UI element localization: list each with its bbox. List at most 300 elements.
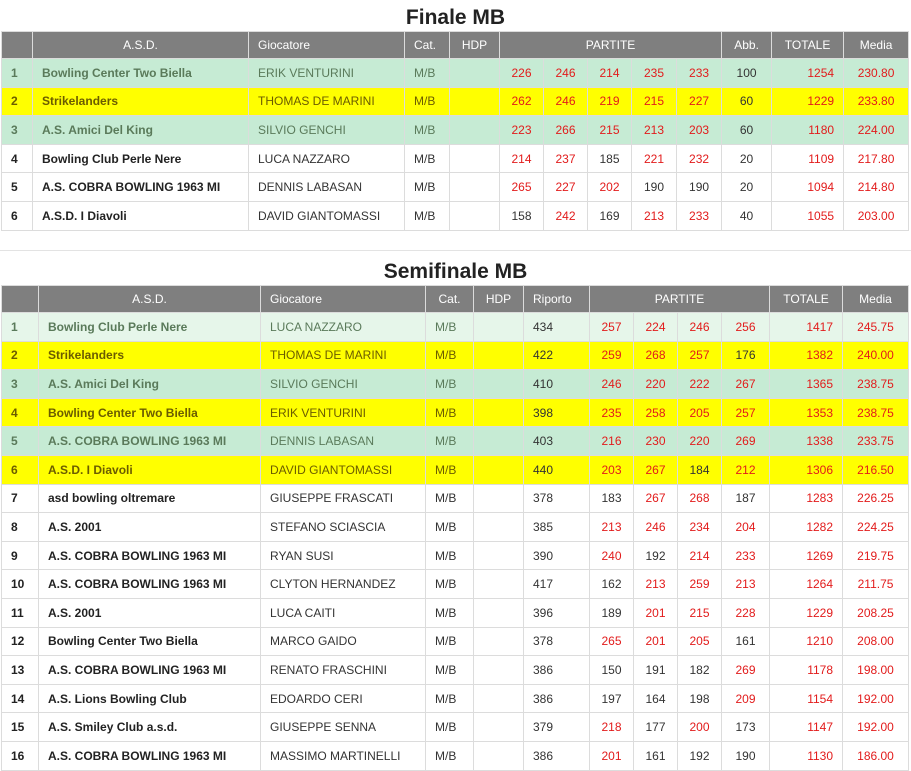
- hdp-cell: [474, 513, 524, 542]
- riporto-cell: 378: [524, 627, 590, 656]
- game-score-cell: 202: [588, 173, 632, 202]
- table-row: [2, 541, 909, 570]
- table-row: [2, 313, 909, 342]
- game-score-cell: 203: [590, 455, 634, 484]
- game-score-cell: 220: [634, 370, 678, 399]
- header-asd: A.S.D.: [33, 32, 249, 59]
- team-cell: Strikelanders: [39, 341, 261, 370]
- game-score-cell: 205: [678, 398, 722, 427]
- table-row: [2, 173, 909, 202]
- game-score-cell: 213: [634, 570, 678, 599]
- game-score-cell: 234: [678, 513, 722, 542]
- game-score-cell: 204: [722, 513, 770, 542]
- game-score-cell: 200: [678, 713, 722, 742]
- total-cell: 1254: [772, 59, 844, 88]
- game-score-cell: 246: [678, 313, 722, 342]
- player-cell: DAVID GIANTOMASSI: [261, 455, 426, 484]
- header-hdp: HDP: [474, 286, 524, 313]
- hdp-cell: [474, 427, 524, 456]
- team-cell: A.S. COBRA BOWLING 1963 MI: [33, 173, 249, 202]
- game-score-cell: 233: [677, 201, 722, 230]
- hdp-cell: [450, 116, 500, 145]
- table-row: [2, 570, 909, 599]
- game-score-cell: 246: [634, 513, 678, 542]
- category-cell: M/B: [426, 370, 474, 399]
- table-row: [2, 598, 909, 627]
- game-score-cell: 183: [590, 484, 634, 513]
- game-score-cell: 233: [677, 59, 722, 88]
- game-score-cell: 257: [590, 313, 634, 342]
- game-score-cell: 219: [588, 87, 632, 116]
- rank-cell: 4: [2, 398, 39, 427]
- player-cell: GIUSEPPE FRASCATI: [261, 484, 426, 513]
- player-cell: RENATO FRASCHINI: [261, 656, 426, 685]
- game-score-cell: 246: [590, 370, 634, 399]
- game-score-cell: 235: [590, 398, 634, 427]
- category-cell: M/B: [426, 656, 474, 685]
- category-cell: M/B: [405, 87, 450, 116]
- game-score-cell: 267: [634, 484, 678, 513]
- average-cell: 192.00: [843, 684, 909, 713]
- table-row: [2, 427, 909, 456]
- total-cell: 1283: [770, 484, 843, 513]
- game-score-cell: 190: [632, 173, 677, 202]
- player-cell: THOMAS DE MARINI: [249, 87, 405, 116]
- game-score-cell: 161: [722, 627, 770, 656]
- average-cell: 224.25: [843, 513, 909, 542]
- game-score-cell: 176: [722, 341, 770, 370]
- game-score-cell: 259: [678, 570, 722, 599]
- total-cell: 1130: [770, 741, 843, 770]
- semifinale-title: Semifinale MB: [383, 260, 528, 283]
- player-cell: LUCA CAITI: [261, 598, 426, 627]
- header-abb: Abb.: [722, 32, 772, 59]
- game-score-cell: 262: [500, 87, 544, 116]
- average-cell: 208.00: [843, 627, 909, 656]
- game-score-cell: 256: [722, 313, 770, 342]
- hdp-cell: [450, 201, 500, 230]
- game-score-cell: 259: [590, 341, 634, 370]
- game-score-cell: 158: [500, 201, 544, 230]
- total-cell: 1382: [770, 341, 843, 370]
- total-cell: 1338: [770, 427, 843, 456]
- abb-cell: 20: [722, 144, 772, 173]
- table-row: [2, 684, 909, 713]
- riporto-cell: 403: [524, 427, 590, 456]
- average-cell: 198.00: [843, 656, 909, 685]
- hdp-cell: [450, 59, 500, 88]
- average-cell: 238.75: [843, 398, 909, 427]
- hdp-cell: [474, 627, 524, 656]
- category-cell: M/B: [426, 713, 474, 742]
- header-cat: Cat.: [405, 32, 450, 59]
- header-totale: TOTALE: [772, 32, 844, 59]
- header-giocatore: Giocatore: [261, 286, 426, 313]
- team-cell: A.S. Amici Del King: [33, 116, 249, 145]
- riporto-cell: 440: [524, 455, 590, 484]
- game-score-cell: 192: [678, 741, 722, 770]
- team-cell: asd bowling oltremare: [39, 484, 261, 513]
- header-cat: Cat.: [426, 286, 474, 313]
- table-row: [2, 627, 909, 656]
- table-row: [2, 513, 909, 542]
- table-row: [2, 144, 909, 173]
- total-cell: 1055: [772, 201, 844, 230]
- total-cell: 1180: [772, 116, 844, 145]
- rank-cell: 3: [2, 370, 39, 399]
- game-score-cell: 265: [590, 627, 634, 656]
- rank-cell: 7: [2, 484, 39, 513]
- hdp-cell: [474, 341, 524, 370]
- player-cell: RYAN SUSI: [261, 541, 426, 570]
- table-row: [2, 713, 909, 742]
- player-cell: DENNIS LABASAN: [261, 427, 426, 456]
- header-hdp: HDP: [450, 32, 500, 59]
- team-cell: A.S. COBRA BOWLING 1963 MI: [39, 541, 261, 570]
- game-score-cell: 257: [678, 341, 722, 370]
- total-cell: 1154: [770, 684, 843, 713]
- game-score-cell: 268: [634, 341, 678, 370]
- abb-cell: 60: [722, 87, 772, 116]
- game-score-cell: 214: [500, 144, 544, 173]
- average-cell: 208.25: [843, 598, 909, 627]
- game-score-cell: 269: [722, 656, 770, 685]
- team-cell: A.S. COBRA BOWLING 1963 MI: [39, 741, 261, 770]
- game-score-cell: 201: [634, 627, 678, 656]
- game-score-cell: 258: [634, 398, 678, 427]
- rank-cell: 3: [2, 116, 33, 145]
- total-cell: 1109: [772, 144, 844, 173]
- player-cell: LUCA NAZZARO: [249, 144, 405, 173]
- game-score-cell: 213: [722, 570, 770, 599]
- riporto-cell: 410: [524, 370, 590, 399]
- average-cell: 233.80: [844, 87, 909, 116]
- player-cell: SILVIO GENCHI: [261, 370, 426, 399]
- game-score-cell: 187: [722, 484, 770, 513]
- game-score-cell: 191: [634, 656, 678, 685]
- semifinale-header-row: [2, 286, 909, 313]
- total-cell: 1282: [770, 513, 843, 542]
- game-score-cell: 209: [722, 684, 770, 713]
- average-cell: 211.75: [843, 570, 909, 599]
- player-cell: DAVID GIANTOMASSI: [249, 201, 405, 230]
- table-row: [2, 341, 909, 370]
- section-divider: [0, 250, 911, 251]
- game-score-cell: 177: [634, 713, 678, 742]
- game-score-cell: 228: [722, 598, 770, 627]
- riporto-cell: 379: [524, 713, 590, 742]
- game-score-cell: 201: [590, 741, 634, 770]
- total-cell: 1417: [770, 313, 843, 342]
- game-score-cell: 213: [590, 513, 634, 542]
- abb-cell: 100: [722, 59, 772, 88]
- game-score-cell: 182: [678, 656, 722, 685]
- abb-cell: 40: [722, 201, 772, 230]
- hdp-cell: [474, 455, 524, 484]
- rank-cell: 4: [2, 144, 33, 173]
- hdp-cell: [474, 656, 524, 685]
- game-score-cell: 192: [634, 541, 678, 570]
- category-cell: M/B: [426, 684, 474, 713]
- category-cell: M/B: [405, 144, 450, 173]
- game-score-cell: 218: [590, 713, 634, 742]
- team-cell: A.S. COBRA BOWLING 1963 MI: [39, 570, 261, 599]
- header-pos: [2, 286, 39, 313]
- riporto-cell: 417: [524, 570, 590, 599]
- finale-table: [1, 31, 909, 231]
- finale-header-row: [2, 32, 909, 59]
- game-score-cell: 235: [632, 59, 677, 88]
- table-row: [2, 59, 909, 88]
- game-score-cell: 215: [632, 87, 677, 116]
- player-cell: THOMAS DE MARINI: [261, 341, 426, 370]
- average-cell: 217.80: [844, 144, 909, 173]
- average-cell: 219.75: [843, 541, 909, 570]
- total-cell: 1365: [770, 370, 843, 399]
- riporto-cell: 434: [524, 313, 590, 342]
- game-score-cell: 222: [678, 370, 722, 399]
- category-cell: M/B: [426, 427, 474, 456]
- category-cell: M/B: [426, 598, 474, 627]
- semifinale-table: [1, 285, 909, 771]
- game-score-cell: 214: [588, 59, 632, 88]
- average-cell: 216.50: [843, 455, 909, 484]
- team-cell: Bowling Center Two Biella: [39, 627, 261, 656]
- hdp-cell: [474, 713, 524, 742]
- rank-cell: 15: [2, 713, 39, 742]
- game-score-cell: 232: [677, 144, 722, 173]
- game-score-cell: 212: [722, 455, 770, 484]
- team-cell: A.S. COBRA BOWLING 1963 MI: [39, 427, 261, 456]
- category-cell: M/B: [426, 398, 474, 427]
- game-score-cell: 197: [590, 684, 634, 713]
- game-score-cell: 173: [722, 713, 770, 742]
- table-row: [2, 455, 909, 484]
- category-cell: M/B: [426, 541, 474, 570]
- game-score-cell: 169: [588, 201, 632, 230]
- table-row: [2, 201, 909, 230]
- riporto-cell: 386: [524, 684, 590, 713]
- category-cell: M/B: [426, 455, 474, 484]
- rank-cell: 14: [2, 684, 39, 713]
- team-cell: Bowling Club Perle Nere: [39, 313, 261, 342]
- game-score-cell: 268: [678, 484, 722, 513]
- game-score-cell: 198: [678, 684, 722, 713]
- header-riporto: Riporto: [524, 286, 590, 313]
- game-score-cell: 242: [544, 201, 588, 230]
- player-cell: STEFANO SCIASCIA: [261, 513, 426, 542]
- game-score-cell: 246: [544, 59, 588, 88]
- game-score-cell: 213: [632, 201, 677, 230]
- game-score-cell: 190: [677, 173, 722, 202]
- category-cell: M/B: [426, 570, 474, 599]
- hdp-cell: [474, 313, 524, 342]
- category-cell: M/B: [426, 741, 474, 770]
- total-cell: 1229: [770, 598, 843, 627]
- rank-cell: 6: [2, 201, 33, 230]
- player-cell: LUCA NAZZARO: [261, 313, 426, 342]
- game-score-cell: 184: [678, 455, 722, 484]
- hdp-cell: [474, 684, 524, 713]
- category-cell: M/B: [426, 484, 474, 513]
- game-score-cell: 203: [677, 116, 722, 145]
- game-score-cell: 269: [722, 427, 770, 456]
- average-cell: 226.25: [843, 484, 909, 513]
- riporto-cell: 398: [524, 398, 590, 427]
- rank-cell: 8: [2, 513, 39, 542]
- table-row: [2, 398, 909, 427]
- category-cell: M/B: [405, 59, 450, 88]
- hdp-cell: [474, 570, 524, 599]
- team-cell: Bowling Center Two Biella: [39, 398, 261, 427]
- category-cell: M/B: [405, 116, 450, 145]
- table-row: [2, 116, 909, 145]
- team-cell: Bowling Center Two Biella: [33, 59, 249, 88]
- header-giocatore: Giocatore: [249, 32, 405, 59]
- hdp-cell: [450, 144, 500, 173]
- rank-cell: 2: [2, 87, 33, 116]
- table-row: [2, 656, 909, 685]
- player-cell: DENNIS LABASAN: [249, 173, 405, 202]
- team-cell: A.S.D. I Diavoli: [33, 201, 249, 230]
- game-score-cell: 221: [632, 144, 677, 173]
- category-cell: M/B: [426, 627, 474, 656]
- game-score-cell: 185: [588, 144, 632, 173]
- total-cell: 1210: [770, 627, 843, 656]
- riporto-cell: 386: [524, 741, 590, 770]
- game-score-cell: 227: [677, 87, 722, 116]
- riporto-cell: 422: [524, 341, 590, 370]
- category-cell: M/B: [426, 313, 474, 342]
- team-cell: A.S. 2001: [39, 513, 261, 542]
- game-score-cell: 240: [590, 541, 634, 570]
- header-media: Media: [844, 32, 909, 59]
- hdp-cell: [474, 370, 524, 399]
- player-cell: CLYTON HERNANDEZ: [261, 570, 426, 599]
- game-score-cell: 230: [634, 427, 678, 456]
- table-row: [2, 370, 909, 399]
- rank-cell: 1: [2, 313, 39, 342]
- game-score-cell: 213: [632, 116, 677, 145]
- table-row: [2, 741, 909, 770]
- team-cell: A.S. Lions Bowling Club: [39, 684, 261, 713]
- player-cell: MASSIMO MARTINELLI: [261, 741, 426, 770]
- game-score-cell: 226: [500, 59, 544, 88]
- hdp-cell: [450, 87, 500, 116]
- player-cell: ERIK VENTURINI: [261, 398, 426, 427]
- game-score-cell: 190: [722, 741, 770, 770]
- game-score-cell: 224: [634, 313, 678, 342]
- game-score-cell: 189: [590, 598, 634, 627]
- average-cell: 230.80: [844, 59, 909, 88]
- game-score-cell: 257: [722, 398, 770, 427]
- average-cell: 233.75: [843, 427, 909, 456]
- rank-cell: 9: [2, 541, 39, 570]
- player-cell: GIUSEPPE SENNA: [261, 713, 426, 742]
- riporto-cell: 396: [524, 598, 590, 627]
- category-cell: M/B: [426, 513, 474, 542]
- team-cell: Strikelanders: [33, 87, 249, 116]
- rank-cell: 1: [2, 59, 33, 88]
- category-cell: M/B: [405, 173, 450, 202]
- hdp-cell: [474, 484, 524, 513]
- game-score-cell: 233: [722, 541, 770, 570]
- game-score-cell: 161: [634, 741, 678, 770]
- game-score-cell: 216: [590, 427, 634, 456]
- abb-cell: 20: [722, 173, 772, 202]
- team-cell: A.S.D. I Diavoli: [39, 455, 261, 484]
- total-cell: 1353: [770, 398, 843, 427]
- category-cell: M/B: [405, 201, 450, 230]
- riporto-cell: 390: [524, 541, 590, 570]
- total-cell: 1147: [770, 713, 843, 742]
- riporto-cell: 386: [524, 656, 590, 685]
- player-cell: MARCO GAIDO: [261, 627, 426, 656]
- game-score-cell: 246: [544, 87, 588, 116]
- game-score-cell: 214: [678, 541, 722, 570]
- game-score-cell: 237: [544, 144, 588, 173]
- total-cell: 1269: [770, 541, 843, 570]
- game-score-cell: 267: [634, 455, 678, 484]
- game-score-cell: 215: [588, 116, 632, 145]
- average-cell: 238.75: [843, 370, 909, 399]
- category-cell: M/B: [426, 341, 474, 370]
- table-row: [2, 484, 909, 513]
- riporto-cell: 378: [524, 484, 590, 513]
- average-cell: 240.00: [843, 341, 909, 370]
- total-cell: 1094: [772, 173, 844, 202]
- total-cell: 1229: [772, 87, 844, 116]
- abb-cell: 60: [722, 116, 772, 145]
- hdp-cell: [474, 741, 524, 770]
- total-cell: 1306: [770, 455, 843, 484]
- player-cell: ERIK VENTURINI: [249, 59, 405, 88]
- header-pos: [2, 32, 33, 59]
- average-cell: 203.00: [844, 201, 909, 230]
- finale-title: Finale MB: [405, 6, 506, 29]
- header-partite: PARTITE: [590, 286, 770, 313]
- game-score-cell: 162: [590, 570, 634, 599]
- rank-cell: 5: [2, 173, 33, 202]
- game-score-cell: 150: [590, 656, 634, 685]
- rank-cell: 5: [2, 427, 39, 456]
- total-cell: 1178: [770, 656, 843, 685]
- header-partite: PARTITE: [500, 32, 722, 59]
- game-score-cell: 215: [678, 598, 722, 627]
- game-score-cell: 205: [678, 627, 722, 656]
- game-score-cell: 220: [678, 427, 722, 456]
- game-score-cell: 265: [500, 173, 544, 202]
- team-cell: A.S. Amici Del King: [39, 370, 261, 399]
- team-cell: A.S. 2001: [39, 598, 261, 627]
- header-media: Media: [843, 286, 909, 313]
- rank-cell: 11: [2, 598, 39, 627]
- team-cell: Bowling Club Perle Nere: [33, 144, 249, 173]
- rank-cell: 12: [2, 627, 39, 656]
- rank-cell: 13: [2, 656, 39, 685]
- game-score-cell: 201: [634, 598, 678, 627]
- rank-cell: 6: [2, 455, 39, 484]
- average-cell: 214.80: [844, 173, 909, 202]
- header-asd: A.S.D.: [39, 286, 261, 313]
- hdp-cell: [474, 598, 524, 627]
- rank-cell: 2: [2, 341, 39, 370]
- team-cell: A.S. Smiley Club a.s.d.: [39, 713, 261, 742]
- game-score-cell: 164: [634, 684, 678, 713]
- hdp-cell: [474, 398, 524, 427]
- total-cell: 1264: [770, 570, 843, 599]
- game-score-cell: 227: [544, 173, 588, 202]
